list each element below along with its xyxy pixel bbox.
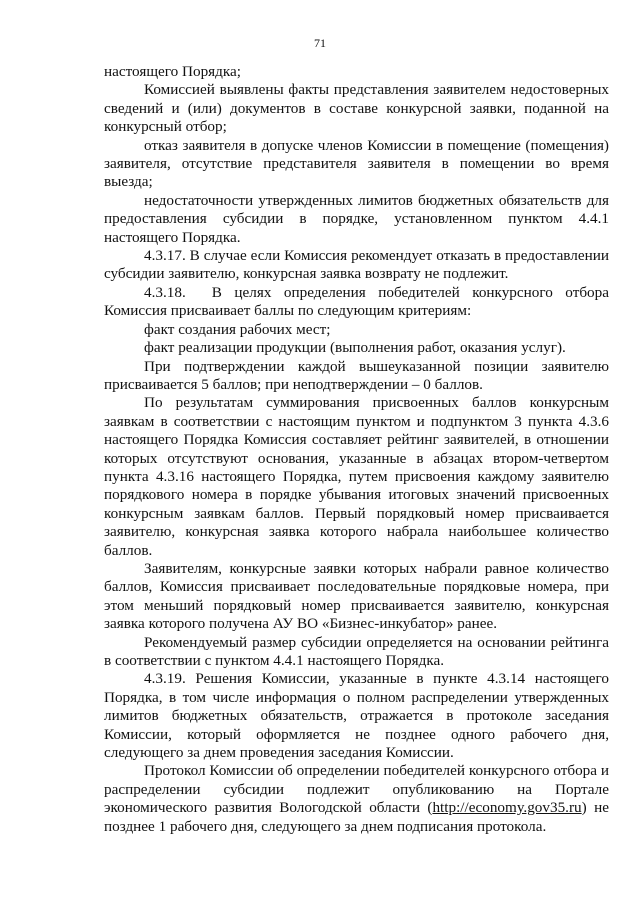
clause-number: 4.3.18. bbox=[144, 283, 186, 301]
paragraph-4: недостаточности утвержденных лимитов бюджетных обязательств для предоставления субсидии в порядке, установленном пунктом 4.4.1 настоящего Порядка. bbox=[104, 191, 609, 246]
paragraph-3: отказ заявителя в допуске членов Комиссии в помещение (помещения) заявителя, отсутствие представителя заявителя в помещении во время выезда; bbox=[104, 136, 609, 191]
document-body bbox=[104, 63, 609, 836]
paragraph-equal-points: Заявителям, конкурсные заявки которых набрали равное количество баллов, Комиссия присваивает последовательные порядковые номера, при этом меньший порядковый номер присваивается заявителю, конкурсная заявка которого получена АУ ВО «Бизнес-инкубатор» ранее. bbox=[104, 559, 609, 633]
portal-link[interactable]: http://economy.gov35.ru bbox=[432, 799, 582, 817]
protocol-text-before: Протокол Комиссии об определении победителей конкурсного отбора и распределении субсидии подлежит опубликованию на Портале экономического развития Вологодской области ( bbox=[104, 762, 609, 817]
paragraph-subsidy-size: Рекомендуемый размер субсидии определяется на основании рейтинга в соответствии с пунктом 4.4.1 настоящего Порядка. bbox=[104, 633, 609, 669]
paragraph-protocol bbox=[104, 762, 609, 836]
paragraph-4-3-19: 4.3.19. Решения Комиссии, указанные в пункте 4.3.14 настоящего Порядка, в том числе информация о полном распределении утвержденных лимитов бюджетных обязательств, отражается в протоколе заседания Комиссии, который оформляется не позднее одного рабочего дня, следующего за днем проведения заседания Комиссии. bbox=[104, 670, 609, 762]
criterion-jobs: факт создания рабочих мест; bbox=[144, 320, 331, 338]
paragraph-4-3-18 bbox=[104, 284, 609, 321]
paragraph-rating: По результатам суммирования присвоенных баллов конкурсным заявкам в соответствии с настоящим пунктом и подпунктом 3 пункта 4.3.6 настоящего Порядка Комиссия составляет рейтинг заявителей, в отношении которых отсутствуют основания, указанные в абзацах втором-четвертом пункта 4.3.16 настоящего Порядка, путем присвоения каждому заявителю порядкового номера в порядке убывания итоговых значений присвоенных конкурсным заявкам баллов. Первый порядковый номер присваивается заявителю, конкурсная заявка которого набрала наибольшее количество баллов. bbox=[104, 394, 609, 559]
paragraph-4-3-17: 4.3.17. В случае если Комиссия рекомендует отказать в предоставлении субсидии заявителю, конкурсная заявка возврату не подлежит. bbox=[104, 247, 609, 283]
page-number: 71 bbox=[314, 36, 326, 50]
criterion-sales: факт реализации продукции (выполнения работ, оказания услуг). bbox=[144, 339, 566, 357]
paragraph-points: При подтверждении каждой вышеуказанной позиции заявителю присваивается 5 баллов; при неподтверждении – 0 баллов. bbox=[104, 357, 609, 393]
clause-text: В целях определения победителей конкурсного отбора Комиссия присваивает баллы по следующим критериям: bbox=[104, 283, 609, 320]
paragraph-2: Комиссией выявлены факты представления заявителем недостоверных сведений и (или) документов в составе конкурсной заявки, поданной на конкурсный отбор; bbox=[104, 81, 609, 136]
paragraph-1: настоящего Порядка; bbox=[104, 63, 241, 80]
protocol-text-after: ) не позднее 1 рабочего дня, следующего за днем подписания протокола. bbox=[104, 799, 609, 835]
